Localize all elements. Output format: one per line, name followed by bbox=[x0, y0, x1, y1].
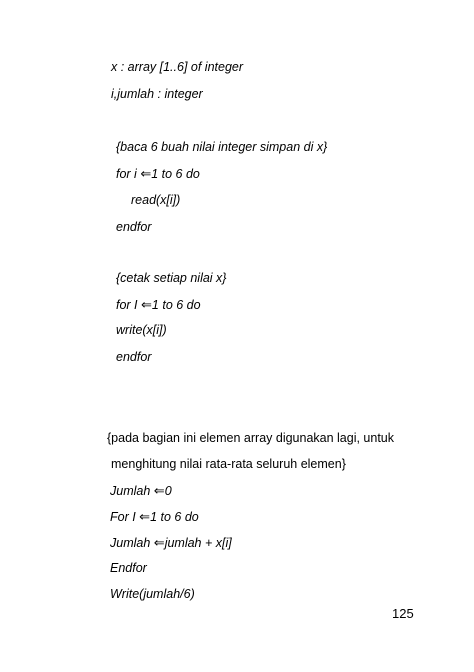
comment-read: {baca 6 buah nilai integer simpan di x} bbox=[116, 140, 328, 154]
comment-average-line2: menghitung nilai rata-rata seluruh elemen} bbox=[111, 457, 346, 471]
endfor-read: endfor bbox=[116, 220, 152, 234]
write-statement: write(x[i]) bbox=[116, 323, 167, 337]
for-read-loop bbox=[116, 167, 200, 181]
for-keyword: For I bbox=[110, 510, 140, 524]
decl-array: x : array [1..6] of integer bbox=[111, 60, 244, 74]
endfor-sum: Endfor bbox=[110, 561, 147, 575]
for-range: 1 to 6 do bbox=[150, 510, 199, 524]
assign-arrow-icon: ⇐ bbox=[139, 509, 151, 524]
assign-arrow-icon: ⇐ bbox=[153, 483, 165, 498]
jumlah-var: Jumlah bbox=[110, 536, 154, 550]
jumlah-assign bbox=[110, 536, 232, 550]
for-range: 1 to 6 do bbox=[151, 298, 201, 312]
page-number: 125 bbox=[392, 606, 414, 621]
write-average: Write(jumlah/6) bbox=[110, 587, 195, 601]
for-sum-loop bbox=[110, 510, 199, 524]
assign-arrow-icon: ⇐ bbox=[141, 297, 152, 312]
assign-arrow-icon: ⇐ bbox=[153, 535, 165, 550]
for-keyword: for i bbox=[116, 167, 141, 181]
assign-expression: jumlah + x[i] bbox=[164, 536, 232, 550]
endfor-write: endfor bbox=[116, 350, 152, 364]
for-range: 1 to 6 do bbox=[151, 167, 200, 181]
assign-arrow-icon: ⇐ bbox=[140, 166, 152, 181]
jumlah-init bbox=[110, 484, 172, 498]
init-value: 0 bbox=[164, 484, 172, 498]
for-keyword: for I bbox=[116, 298, 142, 312]
jumlah-var: Jumlah bbox=[110, 484, 154, 498]
decl-vars: i,jumlah : integer bbox=[111, 87, 203, 101]
for-write-loop bbox=[116, 298, 201, 312]
read-statement: read(x[i]) bbox=[131, 193, 181, 207]
comment-write: {cetak setiap nilai x} bbox=[116, 271, 227, 285]
comment-average-line1: {pada bagian ini elemen array digunakan lagi, untuk bbox=[107, 431, 395, 445]
